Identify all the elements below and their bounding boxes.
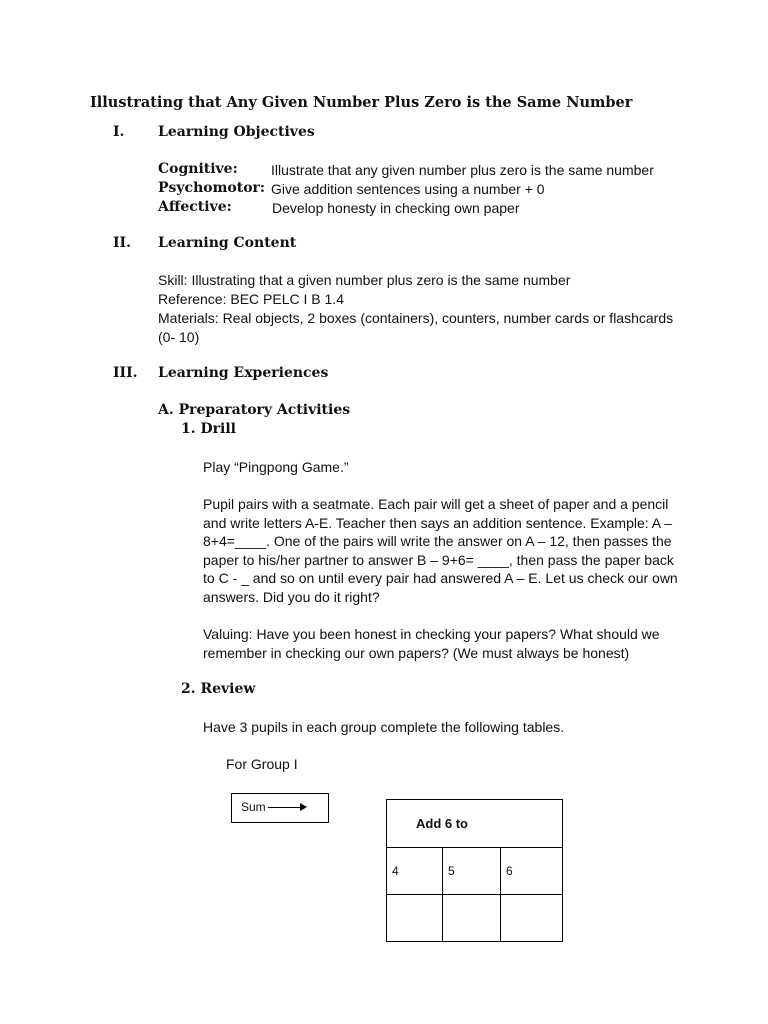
valuing-line: Valuing: Have you been honest in checking your papers? What should we	[203, 626, 660, 642]
objective-affective-text: Develop honesty in checking own paper	[272, 200, 520, 216]
section-3-numeral: III.	[113, 365, 138, 381]
content-skill: Skill: Illustrating that a given number plus zero is the same number	[158, 272, 571, 288]
section-2-numeral: II.	[113, 235, 131, 251]
add-six-table	[386, 799, 563, 942]
objective-cognitive-label: Cognitive:	[158, 161, 238, 177]
sum-label: Sum	[241, 800, 266, 814]
pupil-line: answers. Did you do it right?	[203, 589, 380, 605]
page-title: Illustrating that Any Given Number Plus Zero is the Same Number	[90, 94, 633, 111]
objective-psychomotor-text: Give addition sentences using a number + 0	[271, 181, 545, 197]
pupil-line: and write letters A-E. Teacher then says an addition sentence. Example: A –	[203, 515, 673, 531]
table-header: Add 6 to	[387, 800, 563, 848]
objective-psychomotor-label: Psychomotor:	[158, 180, 266, 196]
pupil-line: paper to his/her partner to answer B – 9+6= ____, then pass the paper back	[203, 552, 674, 568]
section-2-heading: Learning Content	[158, 235, 297, 251]
play-instruction: Play “Pingpong Game.”	[203, 459, 349, 475]
objective-cognitive-text: Illustrate that any given number plus zero is the same number	[271, 162, 654, 178]
content-reference: Reference: BEC PELC I B 1.4	[158, 291, 344, 307]
pupil-line: to C - _ and so on until every pair had answered A – E. Let us check our own	[203, 570, 678, 586]
pupil-line: Pupil pairs with a seatmate. Each pair will get a sheet of paper and a pencil	[203, 496, 669, 512]
objective-affective-label: Affective:	[158, 199, 232, 215]
right-arrow-icon	[268, 807, 305, 808]
answer-cell[interactable]	[501, 895, 563, 942]
section-1-heading: Learning Objectives	[158, 124, 315, 140]
pupil-line: 8+4=____. One of the pairs will write the answer on A – 12, then passes the	[203, 533, 672, 549]
drill-heading: 1. Drill	[181, 421, 236, 437]
valuing-line: remember in checking our own papers? (We must always be honest)	[203, 645, 630, 661]
content-materials-range: (0- 10)	[158, 329, 200, 345]
review-heading: 2. Review	[181, 681, 256, 697]
answer-cell[interactable]	[443, 895, 501, 942]
subsection-a-heading: A. Preparatory Activities	[158, 402, 351, 418]
section-3-heading: Learning Experiences	[158, 365, 329, 381]
answer-cell[interactable]	[387, 895, 443, 942]
sum-box	[231, 793, 329, 823]
table-cell: 6	[501, 848, 563, 895]
content-materials: Materials: Real objects, 2 boxes (containers), counters, number cards or flashcards	[158, 310, 674, 326]
group-label: For Group I	[226, 756, 298, 772]
section-1-numeral: I.	[113, 124, 125, 140]
table-cell: 5	[443, 848, 501, 895]
table-cell: 4	[387, 848, 443, 895]
review-instruction: Have 3 pupils in each group complete the following tables.	[203, 719, 565, 735]
